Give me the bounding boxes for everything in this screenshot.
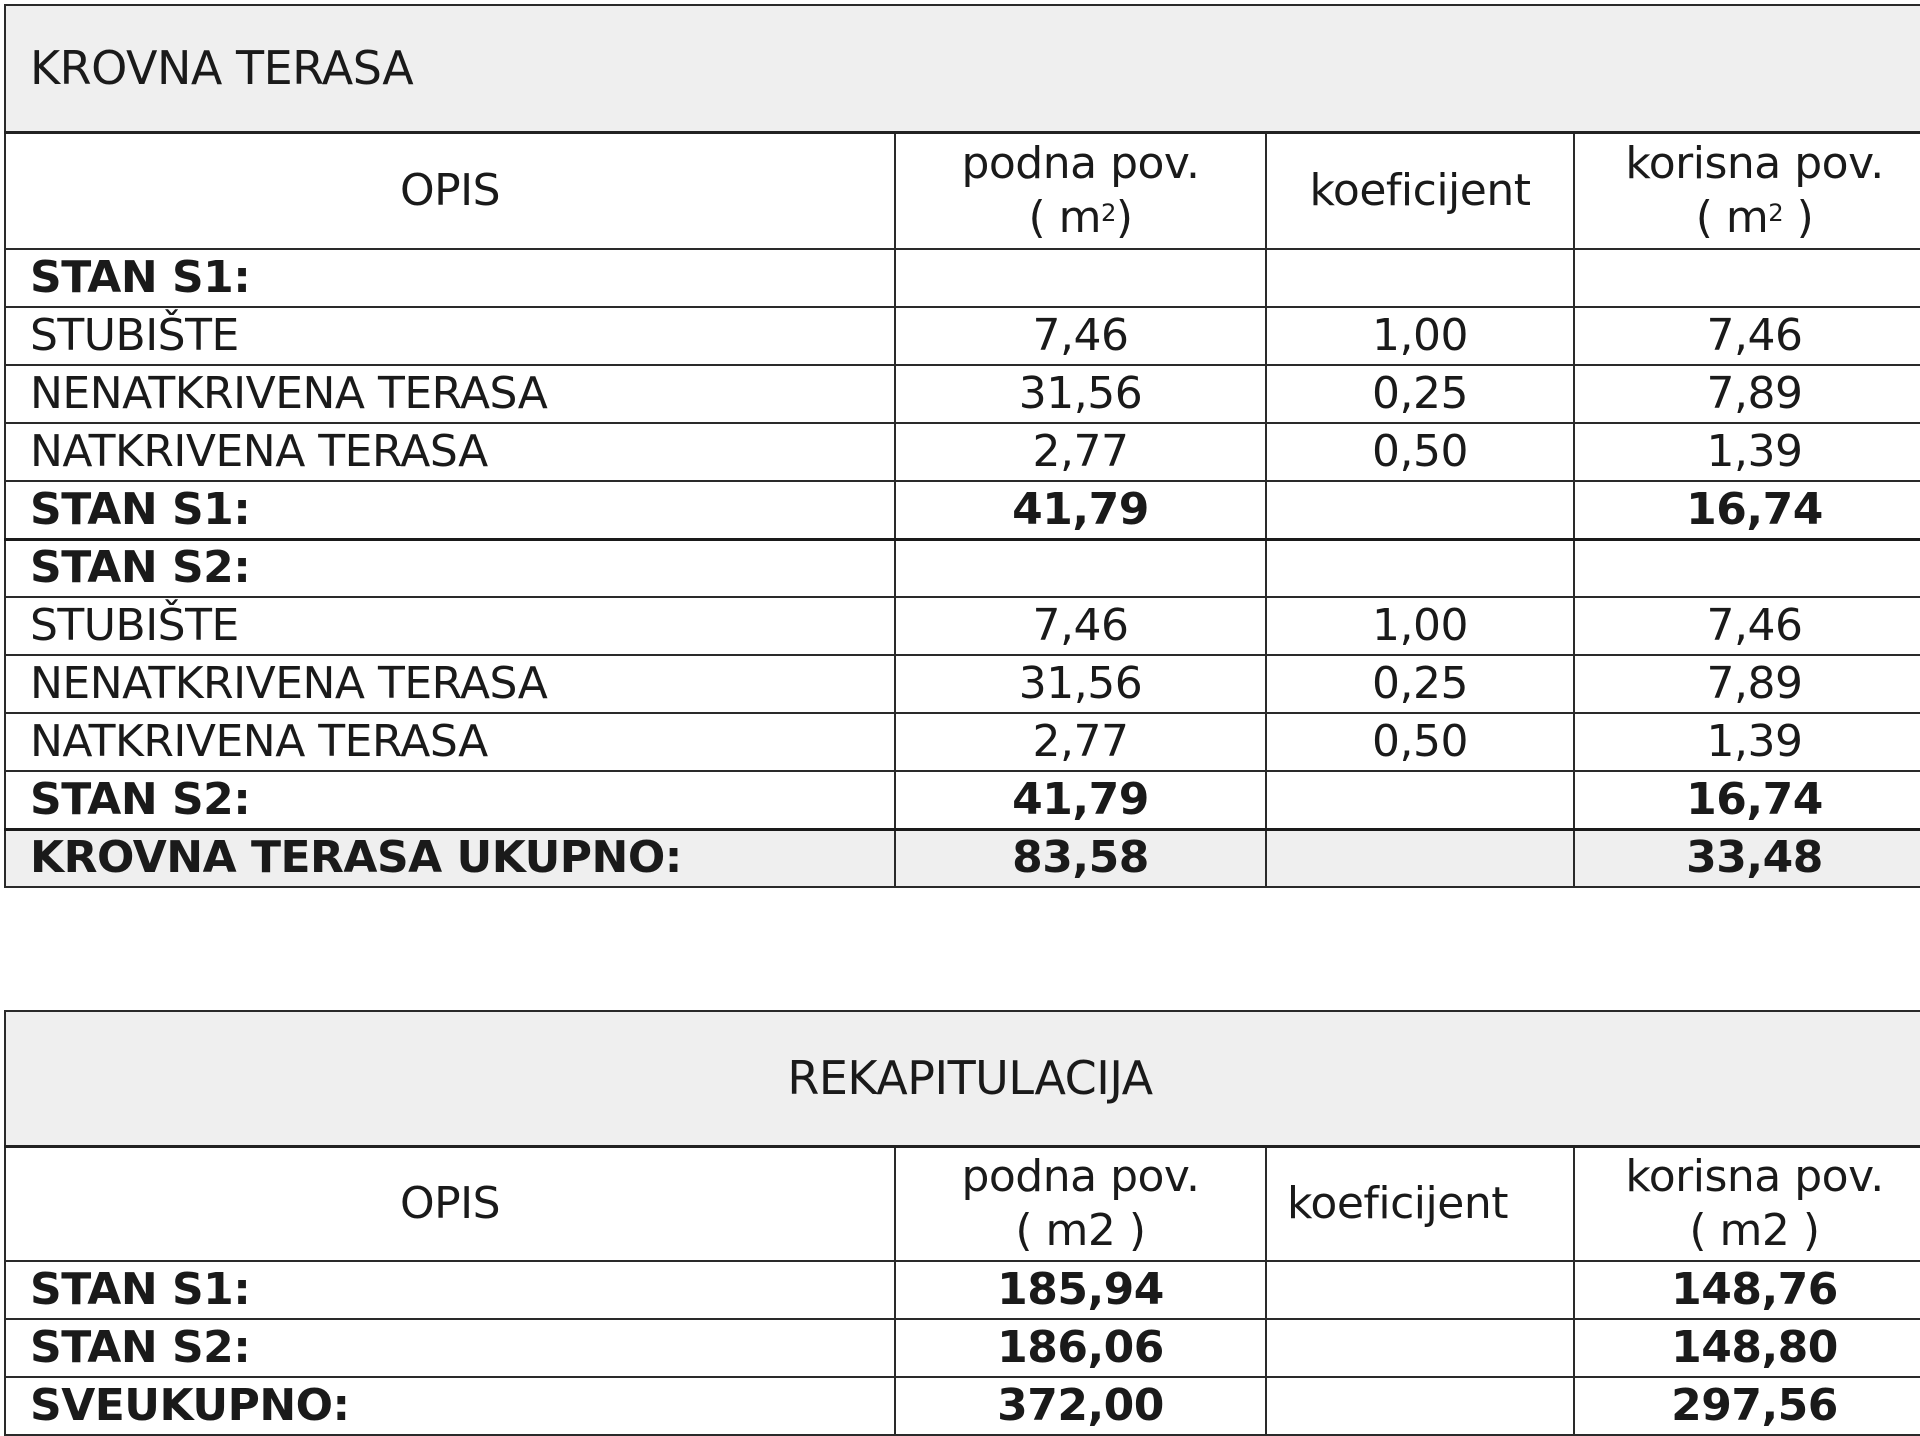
unit-superscript: 2 xyxy=(1768,198,1784,227)
krovna-terasa-title xyxy=(5,5,1920,132)
row-korisna: 16,74 xyxy=(1574,771,1920,829)
rekapitulacija-title-row xyxy=(5,1011,1920,1146)
table-row xyxy=(5,539,1920,597)
unit-text: ( m xyxy=(1695,191,1769,243)
row-opis: STAN S2: xyxy=(5,539,895,597)
table-row xyxy=(5,365,1920,423)
row-korisna: 148,76 xyxy=(1574,1261,1920,1319)
row-koef xyxy=(1266,1261,1574,1319)
rekap-header-row xyxy=(5,1146,1920,1261)
header-korisna-pov xyxy=(1574,132,1920,249)
row-koef: 1,00 xyxy=(1266,307,1574,365)
row-opis: NENATKRIVENA TERASA xyxy=(5,655,895,713)
row-podna xyxy=(895,249,1266,307)
row-koef xyxy=(1266,829,1574,887)
row-podna: 2,77 xyxy=(895,713,1266,771)
table-row xyxy=(5,1319,1920,1377)
table-row-subtotal xyxy=(5,771,1920,829)
row-podna: 7,46 xyxy=(895,307,1266,365)
row-korisna: 148,80 xyxy=(1574,1319,1920,1377)
row-podna: 83,58 xyxy=(895,829,1266,887)
table-row xyxy=(5,249,1920,307)
table-row xyxy=(5,423,1920,481)
table-row-subtotal xyxy=(5,481,1920,539)
table-row xyxy=(5,1261,1920,1319)
unit-superscript: 2 xyxy=(1100,198,1116,227)
row-podna: 41,79 xyxy=(895,771,1266,829)
table-row-total xyxy=(5,829,1920,887)
row-koef: 0,25 xyxy=(1266,365,1574,423)
row-korisna: 7,89 xyxy=(1574,655,1920,713)
unit-close: ) xyxy=(1783,191,1814,243)
row-opis: STAN S1: xyxy=(5,249,895,307)
row-opis: STAN S1: xyxy=(5,1261,895,1319)
row-koef: 0,25 xyxy=(1266,655,1574,713)
header-korisna-pov xyxy=(1574,1146,1920,1261)
row-podna: 2,77 xyxy=(895,423,1266,481)
rekapitulacija-title xyxy=(5,1011,1920,1146)
table-row xyxy=(5,655,1920,713)
row-koef: 0,50 xyxy=(1266,423,1574,481)
table-row-total xyxy=(5,1377,1920,1435)
row-koef xyxy=(1266,249,1574,307)
row-korisna: 33,48 xyxy=(1574,829,1920,887)
row-opis: STAN S1: xyxy=(5,481,895,539)
row-podna: 41,79 xyxy=(895,481,1266,539)
row-opis: NATKRIVENA TERASA xyxy=(5,713,895,771)
row-koef: 1,00 xyxy=(1266,597,1574,655)
krovna-terasa-title-text: KROVNA TERASA xyxy=(30,40,414,95)
header-opis: OPIS xyxy=(5,1146,895,1261)
row-opis: SVEUKUPNO: xyxy=(5,1377,895,1435)
row-korisna: 7,89 xyxy=(1574,365,1920,423)
row-korisna: 297,56 xyxy=(1574,1377,1920,1435)
krovna-terasa-table xyxy=(4,4,1920,888)
row-korisna xyxy=(1574,249,1920,307)
row-opis: STUBIŠTE xyxy=(5,597,895,655)
rekapitulacija-title-text: REKAPITULACIJA xyxy=(787,1050,1153,1105)
header-korisna-pov-unit: ( m2 ) xyxy=(1689,1204,1820,1256)
row-koef xyxy=(1266,539,1574,597)
krovna-header-row xyxy=(5,132,1920,249)
header-podna-pov xyxy=(895,132,1266,249)
row-korisna: 7,46 xyxy=(1574,307,1920,365)
row-podna: 7,46 xyxy=(895,597,1266,655)
header-podna-pov xyxy=(895,1146,1266,1261)
rekapitulacija-table xyxy=(4,1010,1920,1436)
header-koeficijent: koeficijent xyxy=(1266,132,1574,249)
row-opis: STAN S2: xyxy=(5,1319,895,1377)
row-korisna: 1,39 xyxy=(1574,423,1920,481)
row-koef: 0,50 xyxy=(1266,713,1574,771)
krovna-terasa-title-row xyxy=(5,5,1920,132)
unit-text: ( m xyxy=(1028,191,1101,243)
row-korisna xyxy=(1574,539,1920,597)
row-podna: 186,06 xyxy=(895,1319,1266,1377)
row-korisna: 7,46 xyxy=(1574,597,1920,655)
row-koef xyxy=(1266,1377,1574,1435)
row-opis: STUBIŠTE xyxy=(5,307,895,365)
header-opis: OPIS xyxy=(5,132,895,249)
table-row xyxy=(5,597,1920,655)
header-podna-pov-unit xyxy=(896,191,1265,245)
row-opis: NATKRIVENA TERASA xyxy=(5,423,895,481)
header-korisna-pov-unit xyxy=(1575,191,1920,245)
header-podna-pov-label: podna pov. xyxy=(961,1151,1200,1203)
header-podna-pov-label: podna pov. xyxy=(961,138,1200,190)
row-podna: 31,56 xyxy=(895,655,1266,713)
table-row xyxy=(5,307,1920,365)
header-korisna-pov-label: korisna pov. xyxy=(1625,1151,1884,1203)
row-koef xyxy=(1266,1319,1574,1377)
row-podna: 372,00 xyxy=(895,1377,1266,1435)
row-podna: 31,56 xyxy=(895,365,1266,423)
header-koeficijent: koeficijent xyxy=(1266,1146,1574,1261)
row-opis: KROVNA TERASA UKUPNO: xyxy=(5,829,895,887)
unit-close: ) xyxy=(1115,191,1133,243)
row-opis: STAN S2: xyxy=(5,771,895,829)
row-opis: NENATKRIVENA TERASA xyxy=(5,365,895,423)
row-korisna: 16,74 xyxy=(1574,481,1920,539)
row-podna xyxy=(895,539,1266,597)
row-koef xyxy=(1266,771,1574,829)
header-korisna-pov-label: korisna pov. xyxy=(1625,138,1884,190)
header-podna-pov-unit: ( m2 ) xyxy=(1015,1204,1146,1256)
row-podna: 185,94 xyxy=(895,1261,1266,1319)
row-korisna: 1,39 xyxy=(1574,713,1920,771)
row-koef xyxy=(1266,481,1574,539)
table-row xyxy=(5,713,1920,771)
